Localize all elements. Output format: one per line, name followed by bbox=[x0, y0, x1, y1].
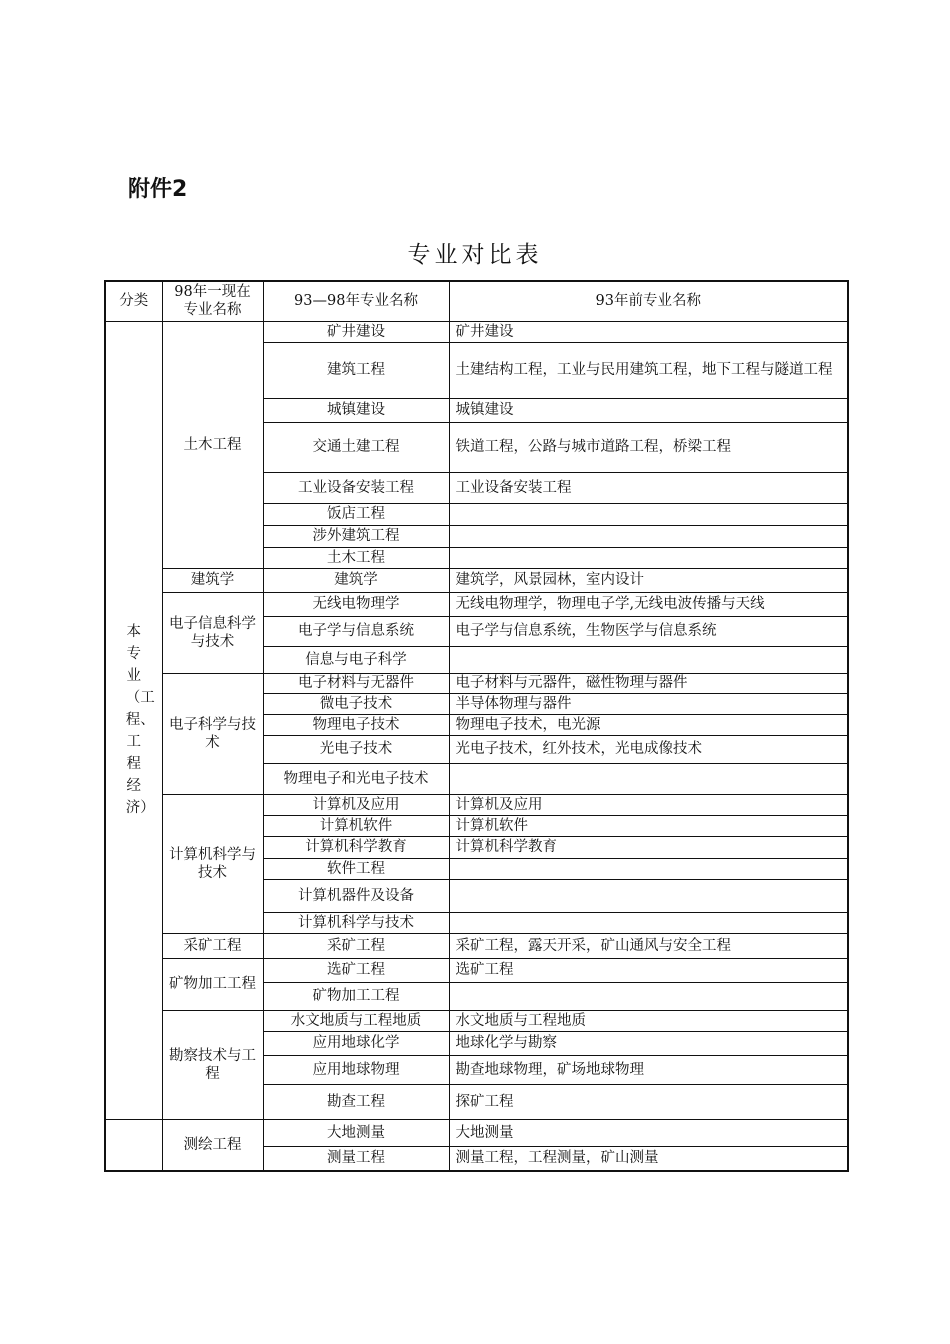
header-category: 分类 bbox=[105, 281, 162, 321]
table-row bbox=[105, 958, 848, 982]
group-cell: 测绘工程 bbox=[162, 1119, 263, 1171]
old-cell: 地球化学与勘察 bbox=[449, 1031, 848, 1055]
mid-cell: 应用地球化学 bbox=[263, 1031, 449, 1055]
old-cell bbox=[449, 547, 848, 568]
header-mid: 93—98年专业名称 bbox=[263, 281, 449, 321]
old-cell: 水文地质与工程地质 bbox=[449, 1010, 848, 1031]
mid-cell: 无线电物理学 bbox=[263, 592, 449, 616]
old-cell: 半导体物理与器件 bbox=[449, 693, 848, 714]
old-cell: 大地测量 bbox=[449, 1119, 848, 1146]
group-cell: 电子信息科学与技术 bbox=[162, 592, 263, 673]
old-cell: 计算机科学教育 bbox=[449, 836, 848, 858]
attachment-label: 附件2 bbox=[128, 177, 188, 202]
old-cell bbox=[449, 525, 848, 547]
group-cell: 矿物加工工程 bbox=[162, 958, 263, 1010]
old-cell: 计算机及应用 bbox=[449, 794, 848, 815]
old-cell: 探矿工程 bbox=[449, 1084, 848, 1119]
group-cell: 电子科学与技术 bbox=[162, 673, 263, 794]
old-cell bbox=[449, 763, 848, 794]
table-row bbox=[105, 1119, 848, 1146]
group-cell: 勘察技术与工程 bbox=[162, 1010, 263, 1119]
mid-cell: 建筑学 bbox=[263, 568, 449, 592]
mid-cell: 建筑工程 bbox=[263, 342, 449, 398]
mid-cell: 计算机软件 bbox=[263, 815, 449, 836]
old-cell bbox=[449, 912, 848, 933]
mid-cell: 交通土建工程 bbox=[263, 422, 449, 472]
mid-cell: 物理电子技术 bbox=[263, 714, 449, 735]
old-cell: 工业设备安装工程 bbox=[449, 472, 848, 503]
old-cell: 建筑学，风景园林，室内设计 bbox=[449, 568, 848, 592]
old-cell: 计算机软件 bbox=[449, 815, 848, 836]
mid-cell: 电子学与信息系统 bbox=[263, 616, 449, 646]
mid-cell: 软件工程 bbox=[263, 858, 449, 879]
mid-cell: 矿井建设 bbox=[263, 321, 449, 342]
group-cell: 采矿工程 bbox=[162, 933, 263, 958]
old-cell: 矿井建设 bbox=[449, 321, 848, 342]
mid-cell: 电子材料与无器件 bbox=[263, 673, 449, 693]
old-cell: 土建结构工程，工业与民用建筑工程，地下工程与隧道工程 bbox=[449, 342, 848, 398]
mid-cell: 城镇建设 bbox=[263, 398, 449, 422]
group-cell: 建筑学 bbox=[162, 568, 263, 592]
old-cell bbox=[449, 503, 848, 525]
old-cell: 电子材料与元器件，磁性物理与器件 bbox=[449, 673, 848, 693]
mid-cell: 土木工程 bbox=[263, 547, 449, 568]
old-cell: 铁道工程，公路与城市道路工程，桥梁工程 bbox=[449, 422, 848, 472]
old-cell bbox=[449, 879, 848, 912]
table-row bbox=[105, 673, 848, 693]
old-cell: 物理电子技术，电光源 bbox=[449, 714, 848, 735]
table-row bbox=[105, 794, 848, 815]
group-cell: 土木工程 bbox=[162, 321, 263, 568]
old-cell: 勘查地球物理，矿场地球物理 bbox=[449, 1055, 848, 1084]
group-cell: 计算机科学与技术 bbox=[162, 794, 263, 933]
mid-cell: 采矿工程 bbox=[263, 933, 449, 958]
mid-cell: 光电子技术 bbox=[263, 735, 449, 763]
table-row bbox=[105, 592, 848, 616]
category-cell: 本专业（工程、工程经济） bbox=[105, 321, 162, 1119]
header-row bbox=[105, 281, 848, 321]
mid-cell: 应用地球物理 bbox=[263, 1055, 449, 1084]
mid-cell: 大地测量 bbox=[263, 1119, 449, 1146]
mid-cell: 信息与电子科学 bbox=[263, 646, 449, 673]
mid-cell: 微电子技术 bbox=[263, 693, 449, 714]
mid-cell: 水文地质与工程地质 bbox=[263, 1010, 449, 1031]
table-row bbox=[105, 933, 848, 958]
mid-cell: 勘查工程 bbox=[263, 1084, 449, 1119]
old-cell: 选矿工程 bbox=[449, 958, 848, 982]
old-cell: 城镇建设 bbox=[449, 398, 848, 422]
header-current: 98年一现在专业名称 bbox=[162, 281, 263, 321]
comparison-table bbox=[104, 280, 849, 1172]
header-old: 93年前专业名称 bbox=[449, 281, 848, 321]
old-cell: 无线电物理学，物理电子学,无线电波传播与天线 bbox=[449, 592, 848, 616]
old-cell: 电子学与信息系统，生物医学与信息系统 bbox=[449, 616, 848, 646]
old-cell bbox=[449, 982, 848, 1010]
old-cell bbox=[449, 858, 848, 879]
mid-cell: 工业设备安装工程 bbox=[263, 472, 449, 503]
mid-cell: 选矿工程 bbox=[263, 958, 449, 982]
mid-cell: 矿物加工工程 bbox=[263, 982, 449, 1010]
document-title: 专业对比表 bbox=[407, 242, 543, 268]
mid-cell: 计算机科学教育 bbox=[263, 836, 449, 858]
table-row bbox=[105, 321, 848, 342]
category-cell-empty bbox=[105, 1119, 162, 1171]
old-cell: 采矿工程，露天开采，矿山通风与安全工程 bbox=[449, 933, 848, 958]
mid-cell: 计算机及应用 bbox=[263, 794, 449, 815]
mid-cell: 物理电子和光电子技术 bbox=[263, 763, 449, 794]
mid-cell: 测量工程 bbox=[263, 1146, 449, 1171]
mid-cell: 计算机器件及设备 bbox=[263, 879, 449, 912]
old-cell: 测量工程，工程测量，矿山测量 bbox=[449, 1146, 848, 1171]
old-cell: 光电子技术，红外技术，光电成像技术 bbox=[449, 735, 848, 763]
mid-cell: 饭店工程 bbox=[263, 503, 449, 525]
mid-cell: 计算机科学与技术 bbox=[263, 912, 449, 933]
table-row bbox=[105, 1010, 848, 1031]
old-cell bbox=[449, 646, 848, 673]
table-row bbox=[105, 568, 848, 592]
mid-cell: 涉外建筑工程 bbox=[263, 525, 449, 547]
